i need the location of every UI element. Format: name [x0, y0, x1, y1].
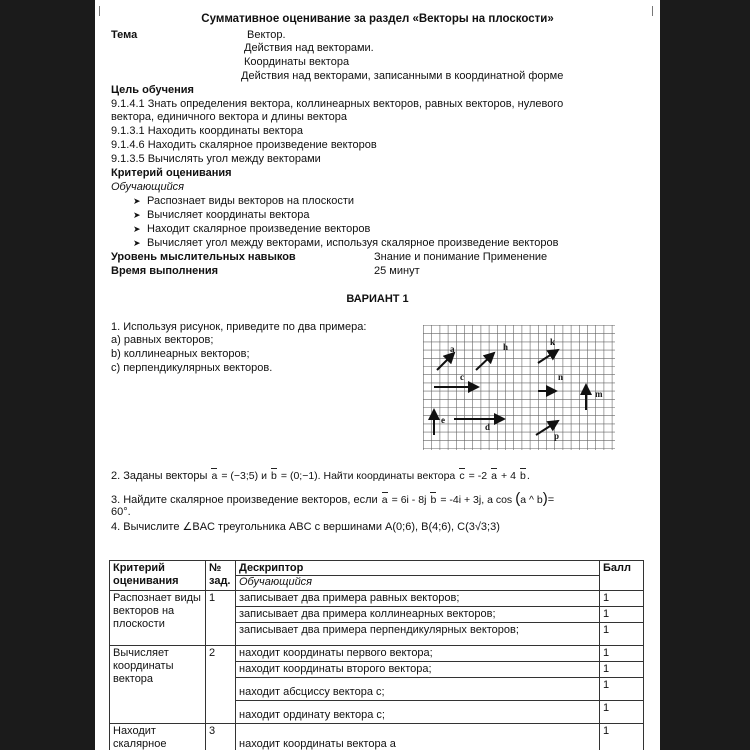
vector-b-symbol: b — [519, 470, 526, 482]
descriptor-cell: находит ординату вектора c; — [236, 701, 600, 724]
document-page — [95, 0, 660, 750]
topic-item: Координаты вектора — [244, 56, 350, 68]
skills-label: Уровень мыслительных навыков — [111, 251, 296, 263]
task3-prefix: 3. Найдите скалярное произведение векторов, если — [111, 494, 378, 506]
vector-a-symbol: a — [491, 470, 497, 482]
topic-item: Вектор. — [247, 29, 286, 41]
task-num-cell: 3 — [206, 724, 236, 750]
points-cell: 1 — [600, 646, 644, 662]
paren-left: ( — [515, 490, 521, 507]
table-row — [110, 724, 644, 750]
criterion-cell: Вычисляет координаты вектора — [110, 646, 206, 724]
bullet-arrow-icon: ➤ — [133, 210, 141, 220]
criteria-subject: Обучающийся — [111, 181, 185, 193]
table-row — [110, 646, 644, 662]
descriptor-cell: записывает два примера перпендикулярных векторов; — [236, 623, 600, 646]
criterion-cell: Находит скалярное — [110, 724, 206, 750]
criteria-label: Критерий оценивания — [111, 167, 232, 179]
criterion-cell: Распознает виды векторов на плоскости — [110, 591, 206, 646]
descriptor-cell: находит координаты второго вектора; — [236, 662, 600, 678]
document-title: Суммативное оценивание за раздел «Векторы на плоскости» — [201, 13, 554, 25]
task3-angle: a ^ b — [520, 494, 543, 506]
vector-label-k: k — [550, 337, 556, 347]
goal-line: 9.1.4.1 Знать определения вектора, коллинеарных векторов, равных векторов, нулевого — [111, 98, 564, 110]
assessment-table — [109, 560, 644, 750]
vector-a — [437, 353, 454, 370]
time-value: 25 минут — [374, 265, 420, 277]
goal-label: Цель обучения — [111, 84, 194, 96]
criteria-item: Распознает виды векторов на плоскости — [147, 195, 355, 207]
vector-a-symbol: a — [381, 494, 388, 506]
bullet-arrow-icon: ➤ — [133, 238, 141, 248]
topic-item: Действия над векторами, записанными в координатной форме — [241, 70, 564, 82]
criteria-item: Вычисляет угол между векторами, используя скалярное произведение векторов — [147, 237, 559, 249]
task1-line: b) коллинеарных векторов; — [111, 348, 250, 360]
vector-label-d: d — [485, 422, 491, 432]
task1-line: c) перпендикулярных векторов. — [111, 362, 273, 374]
vector-a-symbol: a — [211, 470, 218, 482]
vector-b-symbol: b — [430, 494, 437, 506]
task2-end: . — [526, 470, 530, 482]
variant-heading: ВАРИАНТ 1 — [346, 293, 409, 305]
vector-h — [476, 353, 494, 370]
col-points: Балл — [600, 561, 644, 591]
goal-line: 9.1.3.1 Находить координаты вектора — [111, 125, 303, 137]
vector-grid-figure — [423, 325, 615, 450]
task3-a-value: = 6i - 8j — [391, 494, 427, 506]
task-num-cell: 1 — [206, 591, 236, 646]
points-cell: 1 — [600, 678, 644, 701]
table-header-row — [110, 561, 644, 591]
descriptor-cell: записывает два примера равных векторов; — [236, 591, 600, 607]
task2-text — [111, 470, 530, 483]
topic-item: Действия над векторами. — [244, 42, 374, 54]
criteria-item: Находит скалярное произведение векторов — [147, 223, 371, 235]
points-cell: 1 — [600, 607, 644, 623]
bullet-arrow-icon: ➤ — [133, 224, 141, 234]
task-num-cell: 2 — [206, 646, 236, 724]
table-subject: Обучающийся — [236, 575, 599, 589]
task2-b-value: = (0;−1). Найти координаты вектора — [280, 470, 456, 482]
bullet-arrow-icon: ➤ — [133, 196, 141, 206]
vector-label-m: m — [595, 389, 603, 399]
points-cell: 1 — [600, 662, 644, 678]
task1-line: 1. Используя рисунок, приведите по два примера: — [111, 321, 367, 333]
task3-eq: = — [547, 494, 555, 506]
task1-line: a) равных векторов; — [111, 334, 214, 346]
descriptor-cell: находит координаты вектора a — [236, 724, 600, 750]
criteria-item: Вычисляет координаты вектора — [147, 209, 310, 221]
vector-label-e: e — [441, 415, 445, 425]
points-cell: 1 — [600, 701, 644, 724]
descriptor-cell: находит абсциссу вектора c; — [236, 678, 600, 701]
vector-label-a: a — [450, 344, 455, 354]
topic-label: Тема — [111, 29, 138, 41]
points-cell: 1 — [600, 724, 644, 750]
col-task-num: № зад. — [206, 561, 236, 591]
descriptor-cell: находит координаты первого вектора; — [236, 646, 600, 662]
paren-right: ) — [542, 490, 548, 507]
vector-b-symbol: b — [271, 470, 277, 482]
col-descriptor — [236, 561, 600, 591]
task2-prefix: 2. Заданы векторы — [111, 470, 208, 482]
descriptor-cell: записывает два примера коллинеарных векторов; — [236, 607, 600, 623]
goal-line: 9.1.4.6 Находить скалярное произведение векторов — [111, 139, 377, 151]
vector-label-h: h — [503, 342, 509, 352]
skills-value: Знание и понимание Применение — [374, 251, 548, 263]
vector-label-n: n — [558, 372, 564, 382]
points-cell: 1 — [600, 623, 644, 646]
task2-expr2: + 4 — [501, 470, 516, 482]
vector-label-c: c — [460, 372, 464, 382]
table-row — [110, 591, 644, 607]
task2-expr1: = -2 — [468, 470, 488, 482]
col-descriptor-label: Дескриптор — [239, 562, 304, 574]
task3-b-value: = -4i + 3j, а cos — [440, 494, 513, 506]
points-cell: 1 — [600, 591, 644, 607]
task3-text — [111, 492, 554, 507]
time-label: Время выполнения — [111, 265, 219, 277]
vector-c-symbol: c — [459, 470, 465, 482]
col-criterion: Критерий оценивания — [110, 561, 206, 591]
goal-line: 9.1.3.5 Вычислять угол между векторами — [111, 153, 321, 165]
vector-label-p: p — [554, 431, 560, 441]
task4-text: 4. Вычислите ∠BAC треугольника ABC с вершинами A(0;6), B(4;6), C(3√3;3) — [111, 521, 500, 533]
goal-line: вектора, единичного вектора и длины вектора — [111, 111, 348, 123]
task3-line2: 60°. — [111, 506, 131, 518]
task2-a-value: = (−3;5) и — [221, 470, 267, 482]
